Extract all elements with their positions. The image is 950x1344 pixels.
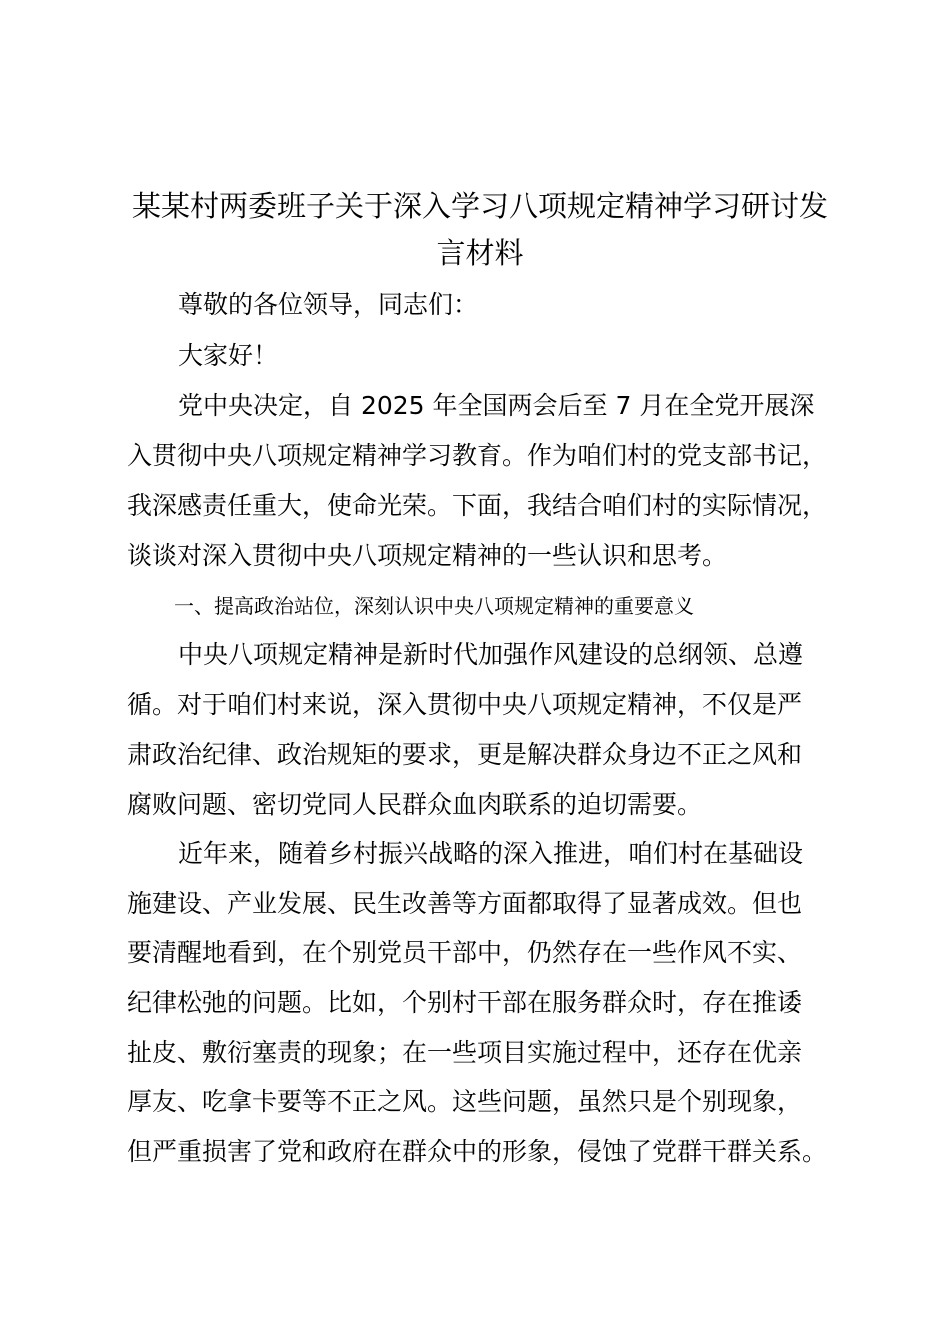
para3-line-7: 但严重损害了党和政府在群众中的形象，侵蚀了党群干群关系。 — [127, 1137, 828, 1166]
para2-line-2: 循。对于咱们村来说，深入贯彻中央八项规定精神，不仅是严 — [127, 690, 803, 719]
greeting: 大家好！ — [178, 341, 279, 370]
title-line-2: 言材料 — [436, 236, 524, 270]
para3-line-6: 厚友、吃拿卡要等不正之风。这些问题，虽然只是个别现象， — [127, 1087, 803, 1116]
salutation: 尊敬的各位领导，同志们： — [178, 290, 479, 319]
title-line-1: 某某村两委班子关于深入学习八项规定精神学习研讨发 — [131, 189, 828, 223]
para3-line-1: 近年来，随着乡村振兴战略的深入推进，咱们村在基础设 — [178, 839, 804, 868]
para3-line-4: 纪律松弛的问题。比如，个别村干部在服务群众时，存在推诿 — [127, 988, 803, 1017]
para1-line-2: 入贯彻中央八项规定精神学习教育。作为咱们村的党支部书记， — [127, 441, 828, 470]
para1-line-1: 党中央决定，自 2025 年全国两会后至 7 月在全党开展深 — [178, 391, 815, 420]
para3-line-2: 施建设、产业发展、民生改善等方面都取得了显著成效。但也 — [127, 889, 803, 918]
para1-line-4: 谈谈对深入贯彻中央八项规定精神的一些认识和思考。 — [127, 541, 728, 570]
para2-line-3: 肃政治纪律、政治规矩的要求，更是解决群众身边不正之风和 — [127, 740, 803, 769]
section-heading-1: 一、提高政治站位，深刻认识中央八项规定精神的重要意义 — [174, 594, 694, 618]
para1-line-3: 我深感责任重大，使命光荣。下面，我结合咱们村的实际情况， — [127, 491, 828, 520]
para3-line-3: 要清醒地看到，在个别党员干部中，仍然存在一些作风不实、 — [127, 938, 803, 967]
para2-line-4: 腐败问题、密切党同人民群众血肉联系的迫切需要。 — [127, 790, 703, 819]
para2-line-1: 中央八项规定精神是新时代加强作风建设的总纲领、总遵 — [178, 640, 804, 669]
document-title — [120, 183, 840, 277]
para3-line-5: 扯皮、敷衍塞责的现象；在一些项目实施过程中，还存在优亲 — [127, 1038, 803, 1067]
